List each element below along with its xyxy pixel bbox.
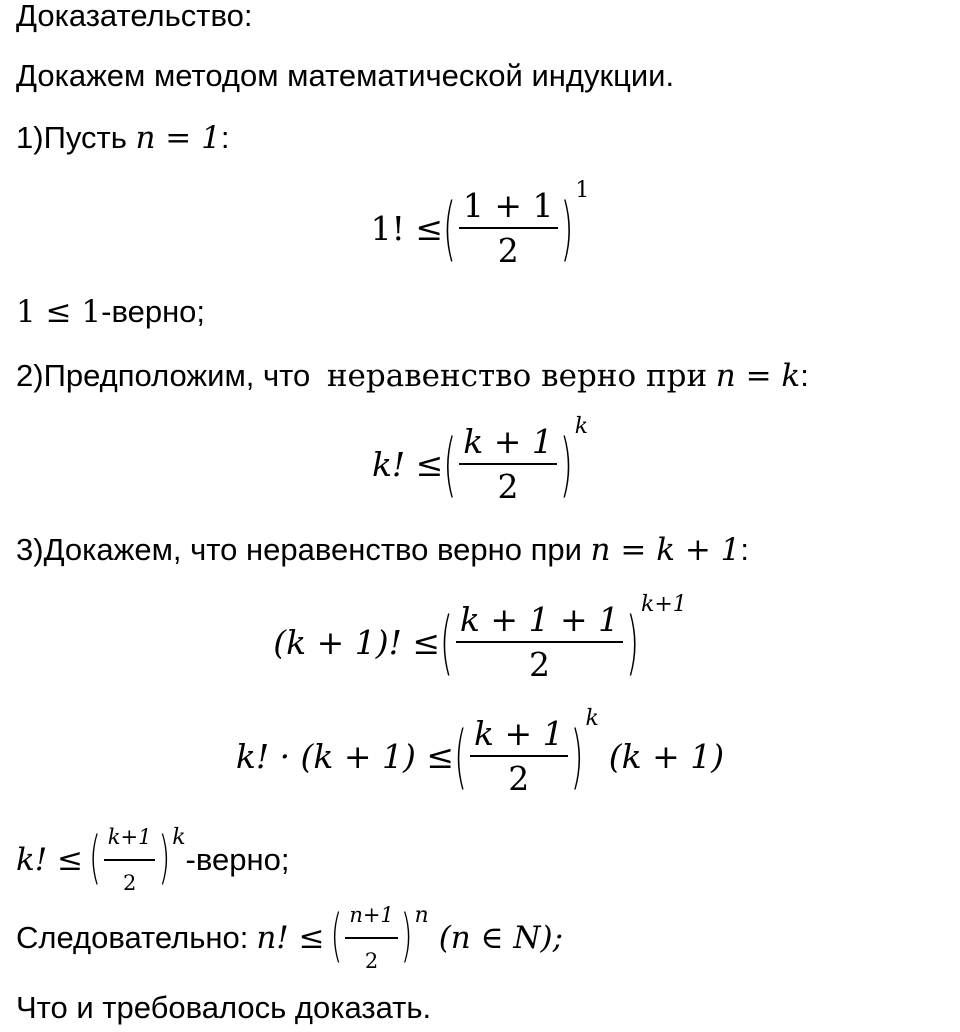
right-paren: ) <box>559 423 573 505</box>
step2-serif-text: неравенство верно при <box>326 358 708 394</box>
fraction-denominator: 2 <box>364 949 379 973</box>
formula-left: 1! ≤ <box>370 208 444 248</box>
method-text: Докажем методом математической индукции. <box>16 58 675 93</box>
conclusion-left: k! ≤ <box>16 842 84 878</box>
step1-math: n = 1 <box>135 120 221 156</box>
left-paren: ( <box>89 825 101 893</box>
fraction-denominator: 2 <box>529 645 550 684</box>
left-paren: ( <box>440 601 453 683</box>
left-paren: ( <box>330 903 343 971</box>
qed-line <box>16 988 431 1028</box>
step2-math: n = k <box>715 358 801 394</box>
fraction <box>104 817 156 903</box>
step3-line <box>16 530 749 570</box>
right-paren: ) <box>570 715 584 797</box>
formula-left: k! ≤ <box>371 444 444 484</box>
proof-heading <box>16 0 252 36</box>
formula-step <box>0 591 960 684</box>
formula-base-case <box>0 177 960 270</box>
step3-prefix: 3)Докажем, что неравенство верно при <box>16 532 582 567</box>
left-paren: ( <box>454 715 467 797</box>
fraction <box>459 186 558 270</box>
therefore-line <box>16 903 564 973</box>
step1-prefix: 1)Пусть <box>16 120 127 155</box>
fraction <box>459 422 557 506</box>
step1-suffix: : <box>220 120 230 155</box>
fraction-numerator: k+1 <box>104 817 156 861</box>
formula-hypothesis <box>0 413 960 506</box>
proof-heading-text: Доказательство: <box>16 0 253 33</box>
conclusion-text: -верно; <box>185 842 290 877</box>
check-line <box>16 292 205 332</box>
fraction <box>470 714 568 798</box>
qed-text: Что и требовалось доказать. <box>16 990 432 1025</box>
fraction-numerator: k + 1 <box>470 714 568 757</box>
method-line <box>16 56 674 96</box>
left-paren: ( <box>443 187 456 269</box>
fraction-numerator: 1 + 1 <box>459 186 558 229</box>
step1-line <box>16 118 229 158</box>
fraction-denominator: 2 <box>497 467 519 506</box>
therefore-domain: (n ∈ N); <box>438 920 564 956</box>
formula-right: (k + 1) <box>608 736 725 776</box>
formula-left: k! · (k + 1) ≤ <box>235 736 455 776</box>
therefore-left: n! ≤ <box>256 920 325 956</box>
fraction-numerator: n+1 <box>345 895 397 939</box>
formula-left: (k + 1)! ≤ <box>273 622 440 662</box>
exponent: k+1 <box>641 591 687 617</box>
fraction-numerator: k + 1 <box>459 422 557 465</box>
step2-suffix: : <box>800 358 809 393</box>
step2-prefix: 2)Предположим, что <box>16 358 311 393</box>
fraction-denominator: 2 <box>122 871 137 895</box>
fraction-denominator: 2 <box>497 231 519 270</box>
fraction <box>456 600 623 684</box>
exponent: n <box>414 903 429 928</box>
step3-suffix: : <box>740 532 750 567</box>
exponent: 1 <box>575 177 590 203</box>
therefore-prefix: Следовательно: <box>16 920 249 955</box>
right-paren: ) <box>626 601 639 683</box>
step2-line <box>16 356 809 396</box>
exponent: k <box>574 413 589 439</box>
check-math: 1 ≤ 1 <box>16 294 102 330</box>
exponent: k <box>585 705 599 731</box>
conclusion-line <box>16 825 290 895</box>
right-paren: ) <box>560 187 574 269</box>
left-paren: ( <box>443 423 457 505</box>
right-paren: ) <box>400 903 413 971</box>
fraction-numerator: k + 1 + 1 <box>456 600 623 643</box>
fraction <box>345 895 397 981</box>
right-paren: ) <box>158 825 171 893</box>
exponent: k <box>172 825 186 850</box>
step3-math: n = k + 1 <box>590 532 741 568</box>
check-text: -верно; <box>101 294 206 329</box>
fraction-denominator: 2 <box>508 759 530 798</box>
formula-expanded <box>0 705 960 798</box>
